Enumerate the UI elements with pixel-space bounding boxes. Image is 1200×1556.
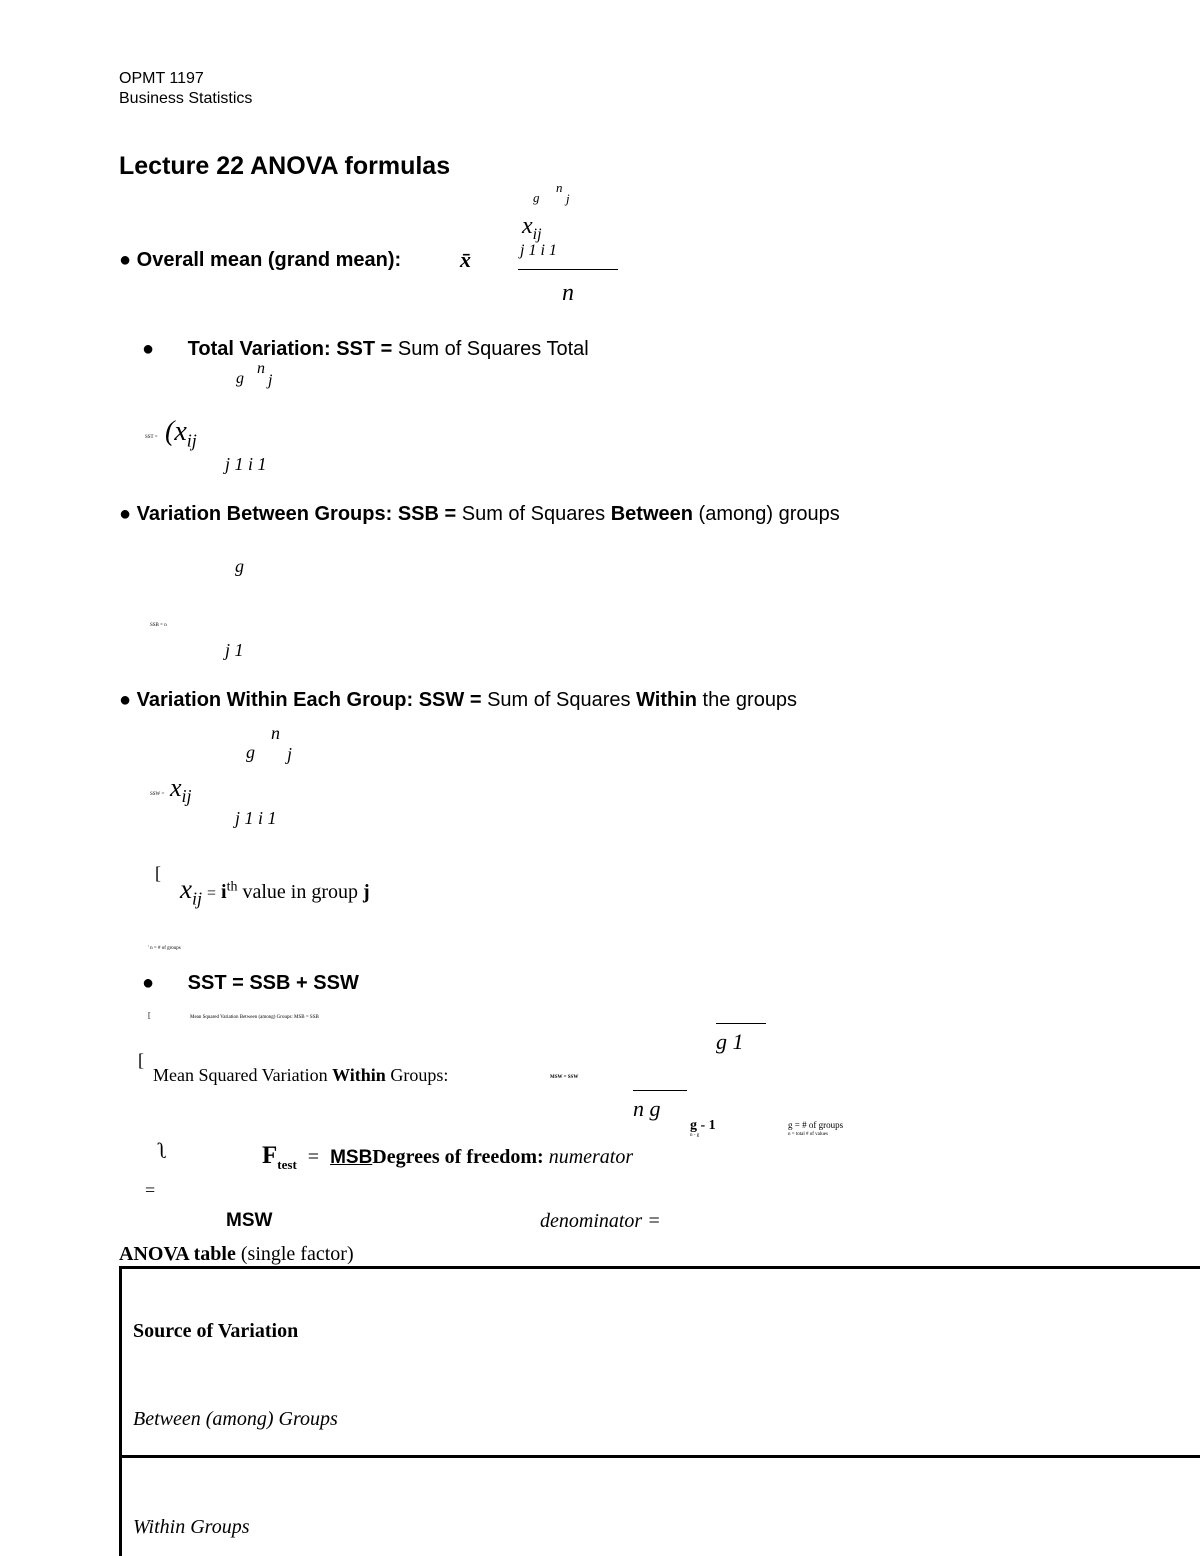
- msw-inline-formula: MSW = SSW: [550, 1075, 579, 1080]
- ssb-label: Variation Between Groups: SSB =: [136, 503, 457, 525]
- grand-mean-term: [522, 213, 542, 244]
- anova-caption-rest: (single factor): [240, 1243, 354, 1265]
- ftest-eq: =: [307, 1146, 320, 1168]
- def-x-letter: x: [180, 874, 192, 904]
- grand-mean-line: [119, 249, 401, 272]
- grand-mean-xbar: x̄: [460, 247, 471, 272]
- ssb-desc-1: Sum of Squares: [461, 503, 606, 525]
- sst-term: [165, 416, 197, 452]
- ssw-desc-1: Sum of Squares: [487, 689, 631, 711]
- anova-header-source: Source of Variation: [133, 1320, 299, 1342]
- grand-mean-label: Overall mean (grand mean):: [136, 249, 402, 271]
- g-note: g = # of groups: [788, 1120, 844, 1130]
- msw-bracket: [: [138, 1050, 144, 1070]
- identity-text: SST = SSB + SSW: [187, 972, 359, 994]
- def-tiny-note: ' n = # of groups: [148, 946, 181, 951]
- ssw-lower: j 1 i 1: [235, 808, 277, 828]
- def-i: i: [221, 881, 227, 903]
- sst-upper-g: g: [236, 370, 244, 387]
- def-rest: value in group: [242, 881, 359, 903]
- ssw-x: x: [170, 773, 182, 802]
- grand-mean-upper-n: n: [556, 180, 563, 195]
- def-x-sub: ij: [191, 888, 202, 909]
- ftest-F-letter: F: [262, 1142, 278, 1169]
- anova-row-between: Between (among) Groups: [133, 1408, 338, 1430]
- sst-term-sub: ij: [186, 430, 197, 451]
- grand-mean-x-sub: ij: [532, 225, 542, 243]
- grand-mean-denominator: n: [562, 280, 574, 306]
- ftest-numerator-label: numerator: [548, 1146, 634, 1168]
- bullet-icon: ●: [119, 503, 132, 525]
- identity-line: [142, 972, 359, 995]
- ssw-term: [170, 773, 192, 807]
- ftest-F-sub: test: [277, 1157, 297, 1172]
- identity-bracket: [: [148, 1011, 151, 1020]
- ftest-numer: MSB: [330, 1147, 373, 1168]
- bullet-icon: ●: [119, 689, 132, 711]
- ssb-lower: j 1: [225, 640, 244, 660]
- ssw-upper-g: g: [246, 742, 255, 762]
- def-x: [180, 874, 202, 909]
- sst-upper-j: j: [268, 372, 273, 389]
- msw-line: [153, 1065, 448, 1086]
- sst-lower: j 1 i 1: [225, 454, 267, 474]
- msb-denominator: g 1: [716, 1029, 744, 1054]
- ssw-line: [119, 689, 797, 712]
- ssw-term-sub: ij: [181, 786, 192, 807]
- msw-fraction-bar: [633, 1090, 687, 1091]
- ftest-df-label: Degrees of freedom:: [372, 1146, 544, 1168]
- ftest-line: [262, 1142, 633, 1173]
- ssw-upper-j: j: [287, 744, 293, 764]
- ssw-desc-bold: Within: [636, 689, 697, 711]
- course-code: OPMT 1197: [119, 70, 204, 87]
- def-th: th: [226, 879, 238, 895]
- bullet-icon: ●: [142, 338, 155, 360]
- ftest-denominator-label: denominator =: [540, 1210, 661, 1232]
- sst-desc: Sum of Squares Total: [397, 338, 589, 360]
- ssw-label: Variation Within Each Group: SSW =: [136, 689, 482, 711]
- ftest-bracket-icon: ʅ: [158, 1138, 168, 1163]
- def-j: j: [363, 881, 370, 903]
- identity-tiny-note: Mean Squared Variation Between (among) Groups: MSB = SSB: [190, 1015, 319, 1020]
- g-note-sub: n = total # of values: [788, 1132, 828, 1137]
- df-numerator-value: g - 1: [690, 1118, 716, 1133]
- ssb-desc-bold: Between: [610, 503, 693, 525]
- ssw-desc-2: the groups: [702, 689, 798, 711]
- grand-mean-fraction-bar: [518, 269, 618, 270]
- ssb-line: [119, 503, 840, 526]
- sst-line: [142, 338, 589, 361]
- msw-label-1: Mean Squared Variation: [153, 1065, 328, 1085]
- sst-upper-n: n: [257, 360, 265, 377]
- msw-denominator: n g: [633, 1096, 661, 1121]
- ftest-left-eq: =: [145, 1180, 156, 1200]
- ssb-lhs: SSB = n: [150, 623, 167, 628]
- def-bracket: [: [155, 863, 161, 883]
- ssb-upper-g: g: [235, 556, 244, 576]
- anova-caption-bold: ANOVA table: [119, 1243, 236, 1265]
- ssw-upper-n: n: [271, 723, 280, 743]
- def-eq: =: [207, 885, 217, 902]
- grand-mean-x: x: [522, 213, 533, 239]
- sst-lhs: SST =: [145, 435, 158, 440]
- msw-label-2: Groups:: [390, 1065, 449, 1085]
- grand-mean-upper-g: g: [533, 190, 540, 205]
- page-title: Lecture 22 ANOVA formulas: [119, 152, 451, 180]
- anova-caption: [119, 1243, 354, 1266]
- bullet-icon: ●: [119, 249, 132, 271]
- def-line: [180, 874, 370, 909]
- anova-row-within: Within Groups: [133, 1516, 250, 1538]
- ftest-F: [262, 1142, 297, 1172]
- bullet-icon: ●: [142, 972, 155, 994]
- msb-fraction-bar: [716, 1023, 766, 1024]
- anova-row-divider: [119, 1455, 1200, 1458]
- msw-label-bold: Within: [332, 1065, 386, 1085]
- sst-label: Total Variation: SST =: [187, 338, 393, 360]
- ftest-denom: MSW: [226, 1210, 273, 1231]
- course-name: Business Statistics: [119, 90, 253, 107]
- df-numerator-sub: n - g: [690, 1133, 700, 1138]
- ssw-lhs: SSW =: [150, 792, 165, 797]
- ssb-desc-2: (among) groups: [698, 503, 840, 525]
- grand-mean-lower: j 1 i 1: [520, 242, 557, 259]
- grand-mean-upper-j: j: [566, 191, 570, 206]
- sst-paren-x: (x: [165, 416, 187, 447]
